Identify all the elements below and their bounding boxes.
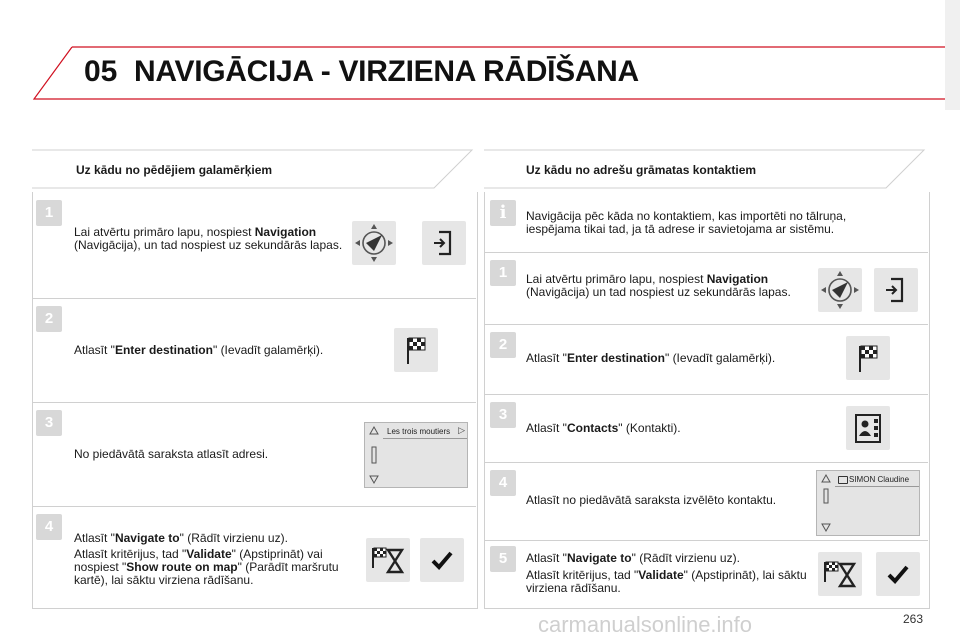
step-3-badge: 3 — [490, 402, 516, 428]
step-4-text-a: Atlasīt "Navigate to" (Rādīt virzienu uz). — [74, 531, 288, 545]
back-page-icon[interactable] — [874, 268, 918, 312]
right-column — [484, 148, 928, 610]
scrollbar[interactable] — [367, 425, 381, 485]
contact-list-screen[interactable] — [816, 470, 920, 536]
checkered-flag-icon[interactable] — [846, 336, 890, 380]
flag-hourglass-icon[interactable] — [818, 552, 862, 596]
divider — [484, 394, 928, 395]
compass-nav-icon[interactable] — [818, 268, 862, 312]
checkered-flag-icon[interactable] — [394, 328, 438, 372]
contact-card-icon — [838, 476, 848, 484]
info-icon: i — [490, 200, 516, 226]
step-2-text: Atlasīt "Enter destination" (Ievadīt galamērķi). — [526, 351, 776, 365]
step-1-text: Lai atvērtu primāro lapu, nospiest Navigation (Navigācija), un tad nospiest uz sekundārās lapas. — [74, 225, 343, 252]
page-title: NAVIGĀCIJA - VIRZIENA RĀDĪŠANA — [134, 55, 639, 88]
step-4-badge: 4 — [36, 514, 62, 540]
divider — [484, 540, 928, 541]
step-3-text: No piedāvātā saraksta atlasīt adresi. — [74, 447, 269, 461]
divider — [484, 324, 928, 325]
section-title: Uz kādu no adrešu grāmatas kontaktiem — [526, 163, 757, 177]
list-item[interactable]: SIMON Claudine — [835, 474, 919, 487]
divider — [32, 402, 476, 403]
step-2-badge: 2 — [36, 306, 62, 332]
step-4-text: Atlasīt no piedāvātā saraksta izvēlēto kontaktu. — [526, 493, 777, 507]
divider — [484, 462, 928, 463]
compass-nav-icon[interactable] — [352, 221, 396, 265]
step-4-text-b: Atlasīt kritērijus, tad "Validate" (Apstiprināt) vai nospiest "Show route on map" (Parādīt maršrutu kartē), lai sāktu virziena rādīšanu. — [74, 547, 339, 587]
list-screen[interactable] — [364, 422, 468, 488]
scrollbar[interactable] — [819, 473, 833, 533]
step-2-badge: 2 — [490, 332, 516, 358]
list-item[interactable]: Les trois moutiers — [383, 426, 467, 439]
back-page-icon[interactable] — [422, 221, 466, 265]
step-4-badge: 4 — [490, 470, 516, 496]
step-5-text-b: Atlasīt kritērijus, tad "Validate" (Apstiprināt), lai sāktu virziena rādīšanu. — [526, 568, 807, 595]
divider — [32, 298, 476, 299]
chevron-right-icon: ▷ — [458, 425, 465, 435]
watermark: carmanualsonline.info — [538, 612, 753, 637]
divider — [32, 506, 476, 507]
section-title: Uz kādu no pēdējiem galamērķiem — [76, 163, 273, 177]
flag-hourglass-icon[interactable] — [366, 538, 410, 582]
step-3-badge: 3 — [36, 410, 62, 436]
checkmark-icon[interactable] — [876, 552, 920, 596]
step-1-text: Lai atvērtu primāro lapu, nospiest Navigation (Navigācija) un tad nospiest uz sekundārās lapas. — [526, 272, 791, 299]
contacts-book-icon[interactable] — [846, 406, 890, 450]
step-3-text: Atlasīt "Contacts" (Kontakti). — [526, 421, 681, 435]
divider — [484, 252, 928, 253]
step-2-text: Atlasīt "Enter destination" (Ievadīt galamērķi). — [74, 343, 324, 357]
step-1-badge: 1 — [490, 260, 516, 286]
checkmark-icon[interactable] — [420, 538, 464, 582]
page-number: 263 — [903, 612, 924, 626]
step-5-badge: 5 — [490, 546, 516, 572]
steps-frame — [484, 192, 930, 609]
step-5-text-a: Atlasīt "Navigate to" (Rādīt virzienu uz). — [526, 551, 740, 565]
info-text: Navigācija pēc kāda no kontaktiem, kas importēti no tālruņa, iespējama tikai tad, ja tā adrese ir savietojama ar sistēmu. — [526, 209, 847, 236]
step-1-badge: 1 — [36, 200, 62, 226]
left-column — [32, 148, 476, 610]
chapter-number: 05 — [84, 55, 118, 88]
